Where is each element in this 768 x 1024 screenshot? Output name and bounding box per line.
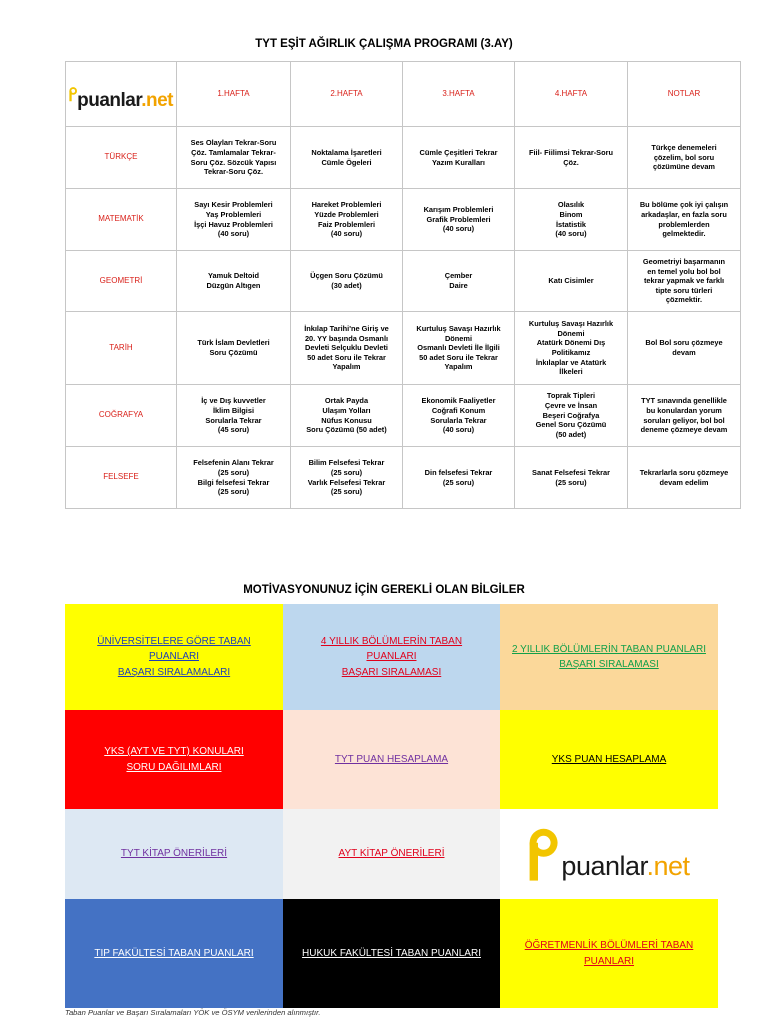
week-cell bbox=[177, 251, 291, 312]
cell-line: İç ve Dış kuvvetler bbox=[201, 396, 266, 406]
cell-line: Kurtuluş Savaşı Hazırlık bbox=[528, 319, 614, 329]
cell-line: Ulaşım Yolları bbox=[322, 405, 371, 415]
logo-cell bbox=[66, 62, 177, 127]
cell-line: TYT sınavında genellikle bbox=[641, 396, 727, 406]
motivation-title: MOTİVASYONUNUZ İÇİN GEREKLİ OLAN BİLGİLER bbox=[243, 584, 525, 596]
link-tile bbox=[65, 899, 283, 1008]
link-line: PUANLARI bbox=[583, 955, 634, 967]
cell-line: arkadaşlar, en fazla soru bbox=[641, 209, 727, 219]
link-line: TIP FAKÜLTESİ TABAN PUANLARI bbox=[94, 947, 254, 959]
cell-line: Ekonomik Faaliyetler bbox=[421, 396, 496, 406]
cell-line: Düzgün Altıgen bbox=[206, 281, 261, 290]
notes-cell bbox=[628, 127, 741, 189]
puanlar-logo[interactable] bbox=[69, 74, 173, 114]
cell-line: Katı Cisimler bbox=[548, 276, 594, 286]
link-line: YKS (AYT VE TYT) KONULARI bbox=[104, 746, 244, 757]
cell-line: Felsefenin Alanı Tekrar bbox=[193, 458, 274, 468]
cell-line: gelmektedir. bbox=[662, 229, 706, 239]
subject-label: FELSEFE bbox=[66, 447, 177, 509]
link-tile bbox=[283, 809, 500, 899]
cell-line: Bu bölüme çok iyi çalışın bbox=[639, 200, 729, 210]
subject-row bbox=[66, 385, 741, 447]
cell-line: Cümle Çeşitleri Tekrar bbox=[419, 147, 498, 157]
week-cell bbox=[515, 447, 628, 509]
week-cell bbox=[291, 127, 403, 189]
header-row bbox=[66, 62, 741, 127]
cell-line: Yüzde Problemleri bbox=[314, 209, 379, 219]
link-line: ÜNİVERSİTELERE GÖRE TABAN PUANLARI bbox=[97, 635, 251, 663]
cell-line: (40 soru) bbox=[330, 229, 363, 239]
cell-line: İstatistik bbox=[556, 219, 586, 229]
link-tile bbox=[500, 899, 718, 1008]
logo-brand: puanlar bbox=[561, 851, 647, 881]
cell-line: çözelim, bol soru bbox=[653, 152, 715, 162]
header-hafta-1: 1.HAFTA bbox=[177, 62, 291, 127]
cell-line: Bilim Felsefesi Tekrar bbox=[308, 458, 385, 468]
cell-line: Soru Çöz. Sözcük Yapısı bbox=[190, 157, 277, 167]
cell-line: Fiil- Fiilimsi Tekrar-Soru bbox=[528, 147, 614, 157]
week-cell bbox=[403, 127, 515, 189]
link-text[interactable] bbox=[94, 946, 253, 962]
cell-line: problemlerden bbox=[658, 219, 710, 229]
week-cell bbox=[515, 385, 628, 447]
week-cell bbox=[177, 312, 291, 385]
cell-line: Binom bbox=[559, 209, 583, 219]
cell-line: (25 soru) bbox=[217, 467, 250, 477]
link-text[interactable] bbox=[512, 642, 706, 673]
cell-line: Osmanlı Devleti İle İlgili bbox=[417, 343, 500, 353]
link-tile bbox=[65, 604, 283, 710]
subject-row bbox=[66, 312, 741, 385]
week-cell bbox=[403, 447, 515, 509]
week-cell bbox=[177, 189, 291, 251]
magnifier-p-icon bbox=[528, 826, 562, 882]
cell-line: Din felsefesi Tekrar bbox=[424, 467, 493, 477]
week-cell bbox=[291, 251, 403, 312]
cell-line: Varlık Felsefesi Tekrar bbox=[307, 477, 386, 487]
cell-line: en temel yolu bol bol bbox=[647, 266, 721, 276]
cell-line: (40 soru) bbox=[442, 425, 475, 435]
cell-line: Olasılık bbox=[557, 200, 585, 210]
notes-cell bbox=[628, 312, 741, 385]
link-line: BAŞARI SIRALAMALARI bbox=[117, 666, 231, 678]
subject-label: GEOMETRİ bbox=[66, 251, 177, 312]
cell-line: (25 soru) bbox=[330, 467, 363, 477]
week-cell bbox=[291, 447, 403, 509]
link-line: TYT KİTAP ÖNERİLERİ bbox=[120, 848, 228, 860]
link-tile bbox=[65, 710, 283, 809]
logo-suffix: .net bbox=[646, 851, 690, 881]
cell-line: İlkeleri bbox=[559, 367, 583, 377]
cell-line: (45 soru) bbox=[217, 425, 250, 435]
week-cell bbox=[177, 447, 291, 509]
schedule-table bbox=[65, 61, 741, 509]
cell-line: İklim Bilgisi bbox=[212, 405, 255, 415]
cell-line: Çöz. Tamlamalar Tekrar- bbox=[191, 147, 276, 157]
cell-line: Kurtuluş Savaşı Hazırlık bbox=[416, 323, 501, 333]
cell-line: Tekrarlarla soru çözmeye bbox=[639, 467, 729, 477]
link-line: ÖĞRETMENLİK BÖLÜMLERİ TABAN bbox=[524, 940, 694, 951]
cell-line: Dönemi bbox=[557, 328, 585, 338]
cell-line: deneme çözmeye devam bbox=[640, 425, 728, 435]
logo-tile[interactable] bbox=[500, 809, 718, 899]
link-line: HUKUK FAKÜLTESİ TABAN PUANLARI bbox=[302, 947, 481, 959]
cell-line: Soru Çözümü bbox=[209, 348, 258, 357]
logo-brand: puanlar bbox=[77, 90, 142, 112]
cell-line: Yapalım bbox=[444, 362, 473, 372]
schedule-title: TYT EŞİT AĞIRLIK ÇALIŞMA PROGRAMI (3.AY) bbox=[255, 38, 513, 50]
subject-label: MATEMATİK bbox=[66, 189, 177, 251]
cell-line: (25 soru) bbox=[555, 477, 587, 487]
link-line: BAŞARI SIRALAMASI bbox=[559, 659, 659, 670]
notes-cell bbox=[628, 447, 741, 509]
cell-line: çözümüne devam bbox=[652, 162, 716, 172]
week-cell bbox=[403, 251, 515, 312]
cell-line: Yamuk Deltoid bbox=[208, 271, 259, 281]
link-line: 2 YILLIK BÖLÜMLERİN TABAN PUANLARI bbox=[512, 643, 706, 655]
link-text[interactable] bbox=[335, 752, 448, 768]
cell-line: Nüfus Konusu bbox=[321, 415, 372, 425]
header-hafta-3: 3.HAFTA bbox=[403, 62, 515, 127]
link-text[interactable] bbox=[302, 946, 481, 962]
notes-cell bbox=[628, 189, 741, 251]
cell-line: Yaş Problemleri bbox=[205, 209, 262, 219]
cell-line: Sorularla Tekrar bbox=[430, 415, 487, 425]
cell-line: çözmektir. bbox=[665, 295, 703, 305]
subject-label: TARİH bbox=[66, 312, 177, 385]
subject-row bbox=[66, 189, 741, 251]
cell-line: Yapalım bbox=[332, 362, 361, 372]
cell-line: Politikamız bbox=[551, 348, 591, 357]
link-text[interactable] bbox=[121, 846, 227, 862]
link-text[interactable] bbox=[339, 846, 445, 862]
subject-row bbox=[66, 127, 741, 189]
cell-line: 50 adet Soru ile Tekrar bbox=[307, 352, 386, 362]
week-cell bbox=[291, 312, 403, 385]
cell-line: Faiz Problemleri bbox=[317, 219, 376, 229]
week-cell bbox=[403, 385, 515, 447]
cell-line: Grafik Problemleri bbox=[426, 214, 491, 224]
cell-line: Tekrar-Soru Çöz. bbox=[204, 167, 263, 177]
logo-suffix: .net bbox=[141, 90, 173, 112]
cell-line: Soru Çözümü (50 adet) bbox=[306, 425, 387, 435]
cell-line: Karışım Problemleri bbox=[423, 205, 494, 215]
cell-line: Bilgi felsefesi Tekrar bbox=[197, 477, 270, 487]
cell-line: tipte soru türleri bbox=[655, 285, 713, 295]
link-tile bbox=[283, 899, 500, 1008]
subject-label: COĞRAFYA bbox=[66, 385, 177, 447]
link-line: YKS PUAN HESAPLAMA bbox=[551, 753, 667, 765]
cell-line: devam bbox=[672, 348, 696, 357]
cell-line: 20. YY başında Osmanlı bbox=[304, 333, 389, 343]
cell-line: Sorularla Tekrar bbox=[205, 415, 262, 425]
cell-line: tekrar yapmak ve farklı bbox=[643, 276, 725, 286]
cell-line: soruları geliyor, bol bol bbox=[643, 415, 725, 425]
cell-line: Sayı Kesir Problemleri bbox=[194, 200, 273, 210]
week-cell bbox=[177, 385, 291, 447]
cell-line: (40 soru) bbox=[217, 229, 250, 239]
cell-line: 50 adet Soru ile Tekrar bbox=[419, 352, 498, 362]
link-grid bbox=[65, 604, 718, 1008]
puanlar-logo-large[interactable] bbox=[528, 826, 689, 882]
link-tile bbox=[500, 710, 718, 809]
cell-line: Devleti Selçuklu Devleti bbox=[305, 343, 388, 353]
cell-line: (40 soru) bbox=[555, 229, 587, 239]
cell-line: bu konulardan yorum bbox=[646, 405, 722, 415]
cell-line: (25 soru) bbox=[217, 487, 250, 497]
cell-line: (40 soru) bbox=[442, 224, 475, 234]
cell-line: İnkılaplar ve Atatürk bbox=[535, 357, 607, 367]
cell-line: devam edelim bbox=[659, 477, 709, 487]
link-line: 4 YILLIK BÖLÜMLERİN TABAN PUANLARI bbox=[320, 635, 463, 663]
link-text[interactable] bbox=[77, 634, 271, 681]
cell-line: Çevre ve İnsan bbox=[544, 401, 598, 411]
week-cell bbox=[515, 312, 628, 385]
link-text[interactable] bbox=[104, 744, 243, 775]
cell-line: Cümle Ögeleri bbox=[321, 157, 372, 167]
week-cell bbox=[515, 251, 628, 312]
header-hafta-2: 2.HAFTA bbox=[291, 62, 403, 127]
cell-line: Türkçe denemeleri bbox=[651, 143, 717, 153]
link-tile bbox=[283, 604, 500, 710]
cell-line: İşçi Havuz Problemleri bbox=[194, 219, 273, 229]
cell-line: Dönemi bbox=[444, 333, 473, 343]
cell-line: İnkılap Tarihi'ne Giriş ve bbox=[304, 323, 389, 333]
cell-line: Daire bbox=[449, 281, 468, 290]
cell-line: Çöz. bbox=[563, 157, 579, 167]
week-cell bbox=[291, 189, 403, 251]
cell-line: Coğrafi Konum bbox=[431, 405, 486, 415]
week-cell bbox=[403, 189, 515, 251]
header-hafta-4: 4.HAFTA bbox=[515, 62, 628, 127]
week-cell bbox=[515, 127, 628, 189]
cell-line: Noktalama İşaretleri bbox=[311, 147, 382, 157]
week-cell bbox=[403, 312, 515, 385]
cell-line: (25 soru) bbox=[330, 487, 363, 497]
link-tile bbox=[500, 604, 718, 710]
cell-line: Ses Olayları Tekrar-Soru bbox=[190, 138, 277, 148]
link-tile bbox=[283, 710, 500, 809]
link-text[interactable] bbox=[295, 634, 488, 681]
link-tile bbox=[65, 809, 283, 899]
cell-line: Hareket Problemleri bbox=[311, 200, 382, 210]
footnote: Taban Puanlar ve Başarı Sıralamaları YÖK ve ÖSYM verilerinden alınmıştır. bbox=[65, 1008, 321, 1017]
cell-line: Türk İslam Devletleri bbox=[197, 338, 270, 348]
cell-line: Beşeri Coğrafya bbox=[542, 410, 600, 420]
subject-label: TÜRKÇE bbox=[66, 127, 177, 189]
header-notlar: NOTLAR bbox=[628, 62, 741, 127]
subject-row bbox=[66, 251, 741, 312]
cell-line: Ortak Payda bbox=[324, 396, 369, 406]
link-line: BAŞARI SIRALAMASI bbox=[341, 666, 442, 678]
cell-line: Bol Bol soru çözmeye bbox=[645, 338, 723, 348]
cell-line: Genel Soru Çözümü bbox=[535, 420, 607, 430]
week-cell bbox=[515, 189, 628, 251]
cell-line: Toprak Tipleri bbox=[546, 391, 596, 401]
link-line: AYT KİTAP ÖNERİLERİ bbox=[338, 848, 445, 860]
notes-cell bbox=[628, 385, 741, 447]
cell-line: Geometriyi başarmanın bbox=[642, 256, 726, 266]
cell-line: (25 soru) bbox=[442, 477, 475, 487]
notes-cell bbox=[628, 251, 741, 312]
link-text[interactable] bbox=[525, 938, 694, 969]
week-cell bbox=[177, 127, 291, 189]
link-line: SORU DAĞILIMLARI bbox=[126, 761, 222, 773]
link-line: TYT PUAN HESAPLAMA bbox=[334, 753, 449, 765]
cell-line: Çember bbox=[444, 271, 473, 281]
cell-line: Sanat Felsefesi Tekrar bbox=[532, 467, 610, 477]
link-text[interactable] bbox=[552, 752, 666, 768]
subject-row bbox=[66, 447, 741, 509]
week-cell bbox=[291, 385, 403, 447]
cell-line: Yazım Kuralları bbox=[432, 157, 485, 167]
cell-line: (50 adet) bbox=[555, 429, 587, 439]
cell-line: Üçgen Soru Çözümü bbox=[310, 271, 383, 281]
cell-line: Atatürk Dönemi Dış bbox=[536, 338, 606, 348]
cell-line: (30 adet) bbox=[331, 281, 362, 290]
